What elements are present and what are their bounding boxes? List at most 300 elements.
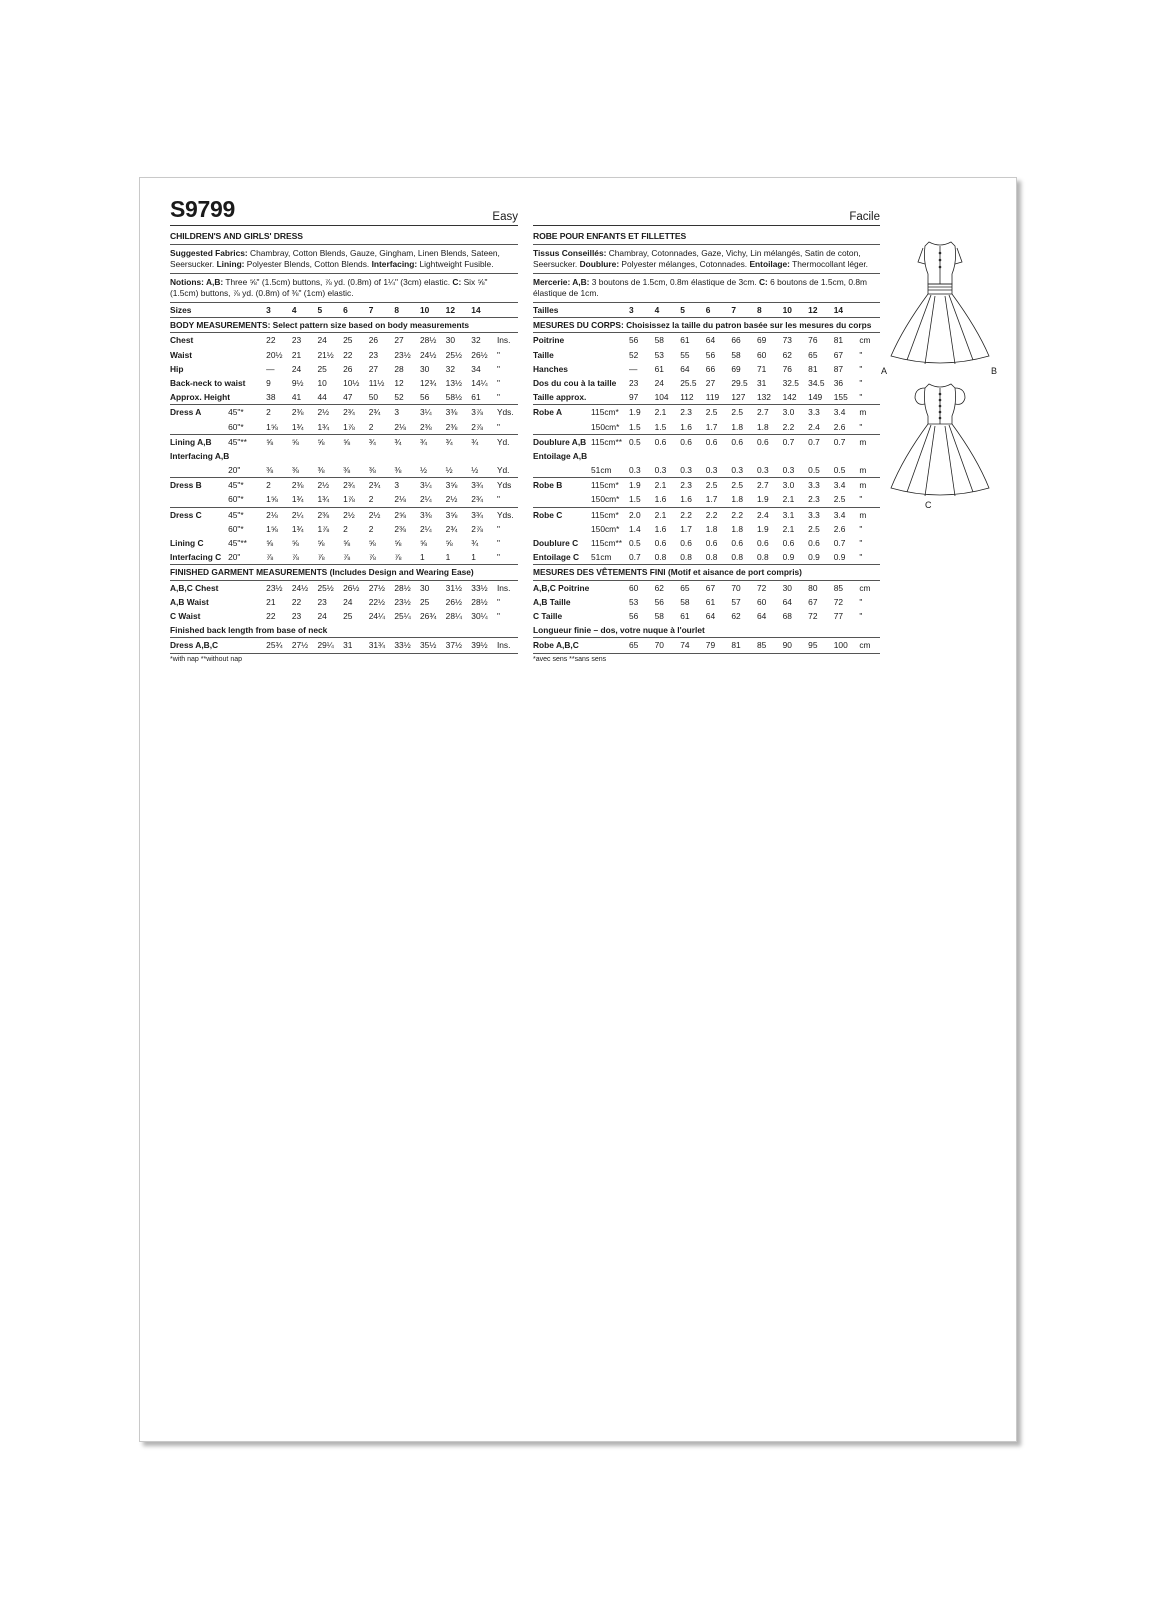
row-width: 60"*	[228, 494, 244, 505]
cell-unit: Yds.	[497, 405, 518, 420]
cell-value: 2¾	[343, 405, 369, 420]
cell-value: 3.3	[808, 507, 834, 522]
cell-value: 0.7	[834, 434, 860, 449]
cell-unit: "	[859, 421, 863, 432]
cell-value: 155	[833, 392, 848, 403]
yardage-row	[533, 463, 880, 478]
cell-value: 0.6	[757, 434, 783, 449]
cell-value: 3.4	[834, 478, 860, 493]
cell-value: 2.2	[782, 421, 795, 432]
cell-value: 3.0	[783, 478, 809, 493]
cell-value: 56	[629, 610, 639, 621]
row-label	[533, 420, 591, 435]
yardage-row	[533, 536, 880, 550]
cell-value: 2	[343, 523, 348, 534]
yardage-row	[533, 434, 880, 449]
cell-value: 2	[266, 405, 292, 420]
cell-value: 1.7	[680, 523, 692, 534]
cell-value: 58	[654, 335, 664, 346]
finished-row	[533, 595, 880, 609]
cell-value: 22½	[368, 596, 386, 607]
notions-c-label: C:	[452, 277, 462, 288]
interfacing-text: Thermocollant léger.	[789, 259, 869, 270]
cell-value: 1.6	[680, 494, 692, 505]
cell-value: 142	[782, 392, 797, 403]
cell-value: 28½	[394, 582, 411, 593]
row-label: Dress C	[170, 507, 228, 522]
cell-value: 2.2	[731, 507, 757, 522]
cell-value: 27½	[292, 638, 318, 653]
cell-value: 3.0	[783, 405, 809, 420]
row-label: Robe B	[533, 478, 591, 493]
cell-value: 41	[291, 392, 302, 403]
cell-unit: "	[859, 392, 863, 403]
cell-value: 2	[368, 494, 374, 505]
row-label	[170, 522, 228, 536]
cell-value: 44	[317, 392, 327, 403]
cell-unit: Ins.	[496, 335, 511, 346]
cell-value: 52	[629, 349, 639, 360]
cell-value: 0.3	[654, 465, 667, 476]
cell-value: 81	[833, 335, 844, 346]
cell-value: 65	[680, 582, 690, 593]
cell-value: 2¾	[369, 405, 395, 420]
cell-value: 56	[654, 596, 664, 607]
row-label: Robe C	[533, 507, 591, 522]
cell-value: 1.9	[756, 523, 769, 534]
cell-value: 0.6	[706, 434, 732, 449]
cell-value: 2⅞	[471, 421, 483, 432]
size-value: 4	[292, 303, 318, 318]
cell-value: 2¾	[471, 494, 483, 505]
cell-value: 2	[266, 478, 292, 493]
size-value: 10	[783, 303, 809, 318]
size-value: 3	[266, 303, 292, 318]
cell-value: 57	[731, 596, 741, 607]
cell-value: 68	[782, 610, 792, 621]
cell-value: 24	[317, 610, 327, 621]
cell-value: 33½	[394, 638, 420, 653]
yardage-row	[533, 449, 880, 463]
cell-value: 64	[782, 596, 792, 607]
cell-value: 0.8	[654, 552, 667, 563]
cell-value: ⅝	[343, 434, 369, 449]
cell-value: 95	[808, 638, 834, 653]
cell-value: 0.6	[705, 538, 718, 549]
cell-value: 26½	[343, 582, 360, 593]
row-width: 20"	[228, 552, 241, 563]
row-width: 150cm*	[591, 494, 620, 505]
cell-value: 2.0	[629, 507, 655, 522]
cell-value: 0.6	[731, 434, 757, 449]
row-label: A,B,C Chest	[170, 582, 219, 593]
cell-value: ⅝	[266, 434, 292, 449]
cell-unit: cm	[859, 638, 880, 653]
cell-value: 2.4	[757, 507, 783, 522]
cell-value: ⅜	[343, 465, 351, 476]
fabrics-paragraph	[170, 245, 518, 274]
pattern-sheet	[139, 177, 1017, 1442]
size-value: 3	[629, 303, 655, 318]
cell-value: 81	[808, 363, 818, 374]
row-label: Lining A,B	[170, 434, 228, 449]
cell-value: 132	[756, 392, 771, 403]
fabrics-text: Chambray, Cotton Blends, Gauze, Gingham, Linen Blends, Sateen, Seersucker.	[170, 248, 500, 270]
cell-value: 28¼	[445, 610, 462, 621]
row-width: 115cm**	[591, 434, 629, 449]
cell-value: ½	[420, 465, 428, 476]
cell-value: 1.9	[756, 494, 769, 505]
cell-value: 3.1	[783, 507, 809, 522]
row-label: Interfacing C	[170, 552, 222, 563]
cell-value: 10	[317, 377, 327, 388]
finished-section-title	[170, 565, 518, 580]
sizes-row	[533, 303, 880, 318]
yardage-row	[533, 420, 880, 435]
cell-value: 149	[808, 392, 823, 403]
cell-unit: "	[496, 377, 500, 388]
cell-value: 3⅝	[446, 507, 472, 522]
cell-value: 2¾	[445, 523, 458, 534]
cell-value: 2.5	[706, 478, 732, 493]
cell-value: 25½	[445, 349, 462, 360]
cell-unit: "	[859, 610, 863, 621]
cell-value: 1¾	[291, 421, 304, 432]
back-length-row	[533, 638, 880, 653]
cell-value: 65	[808, 349, 818, 360]
cell-unit: "	[859, 596, 863, 607]
cell-value: 2.1	[655, 478, 681, 493]
cell-value: 26½	[471, 349, 488, 360]
body-row	[533, 333, 880, 348]
cell-value: 58	[731, 349, 741, 360]
cell-value: 38	[266, 392, 276, 403]
cell-value: 80	[808, 582, 818, 593]
size-value: 10	[420, 303, 446, 318]
cell-value: 1⅞	[343, 494, 355, 505]
cell-value: 1.5	[629, 421, 641, 432]
cell-value: 39½	[471, 638, 497, 653]
cell-unit: "	[859, 494, 863, 505]
cell-value: 2.7	[757, 405, 783, 420]
row-label	[170, 492, 228, 507]
cell-value: 1.6	[654, 494, 667, 505]
cell-value: 50	[368, 392, 379, 403]
difficulty-level: Easy	[492, 211, 518, 224]
yardage-row	[533, 550, 880, 565]
notions-c-text: 6 boutons de 1.5cm, 0.8m élastique de 1cm.	[533, 277, 867, 299]
row-width: 60"*	[228, 523, 244, 534]
cell-value: 0.8	[756, 552, 769, 563]
view-b-label: B	[991, 366, 998, 376]
cell-value: 0.3	[680, 465, 692, 476]
cell-value: 31	[343, 638, 369, 653]
row-label: C Waist	[170, 610, 201, 621]
cell-value: 1	[445, 552, 451, 563]
lining-text: Polyester mélanges, Cotonnades.	[619, 259, 750, 270]
cell-value: 2.5	[731, 405, 757, 420]
cell-value: ⅞	[266, 552, 274, 563]
cell-value: 77	[833, 610, 844, 621]
cell-value: 2	[368, 421, 374, 432]
cell-value: 27	[368, 363, 379, 374]
cell-value: 3.4	[834, 507, 860, 522]
cell-value: 25	[317, 363, 327, 374]
cell-value: 73	[782, 335, 792, 346]
cell-value: 34	[471, 363, 481, 374]
row-width: 60"*	[228, 421, 244, 432]
cell-value: 2⅜	[445, 421, 458, 432]
row-width: 51cm	[591, 465, 612, 476]
notions-paragraph	[170, 274, 518, 303]
row-label: Robe A,B,C	[533, 638, 629, 653]
row-label: Hip	[170, 363, 184, 374]
cell-value: 53	[629, 596, 639, 607]
cell-value: ⅜	[266, 465, 274, 476]
cell-unit: "	[496, 538, 500, 549]
cell-unit: "	[859, 363, 863, 374]
cell-value: 0.6	[680, 538, 692, 549]
notions-label: Mercerie: A,B:	[533, 277, 590, 288]
sizes-row	[170, 303, 518, 318]
size-value: 14	[471, 303, 497, 318]
cell-value: 24	[343, 596, 353, 607]
body-row	[170, 333, 518, 348]
cell-value: 2¾	[343, 478, 369, 493]
cell-value: 30	[782, 582, 792, 593]
cell-value: 9½	[291, 377, 304, 388]
cell-unit: cm	[859, 582, 871, 593]
notions-text: Three ⅝" (1.5cm) buttons, ⅞ yd. (0.8m) of 1¼" (3cm) elastic.	[223, 277, 453, 288]
cell-value: 127	[731, 392, 746, 403]
cell-value: 61	[680, 610, 690, 621]
cell-value: 1⅞	[317, 523, 330, 534]
cell-value: 29¼	[317, 638, 343, 653]
cell-value: 0.7	[629, 552, 641, 563]
yardage-row	[170, 550, 518, 565]
fabrics-label: Tissus Conseillés:	[533, 248, 607, 259]
cell-value: 28	[394, 363, 404, 374]
cell-unit: "	[496, 596, 500, 607]
section-title: Finished back length from base of neck	[170, 623, 518, 638]
french-column	[533, 194, 880, 664]
cell-value: 3.4	[834, 405, 860, 420]
notions-paragraph	[533, 274, 880, 303]
row-width: 45"*	[228, 507, 266, 522]
finished-row	[170, 609, 518, 623]
row-label: Taille approx.	[533, 392, 587, 403]
cell-unit: "	[859, 552, 863, 563]
cell-unit: Yds.	[497, 507, 518, 522]
cell-value: 23½	[394, 596, 411, 607]
cell-value: 60	[756, 349, 767, 360]
cell-value: 2½	[317, 478, 343, 493]
cell-value: 104	[654, 392, 669, 403]
cell-value: 66	[731, 335, 741, 346]
yardage-row	[170, 536, 518, 550]
cell-value: 3¼	[420, 478, 446, 493]
cell-value: 0.7	[833, 538, 846, 549]
cell-unit: cm	[859, 335, 871, 346]
size-value: 5	[317, 303, 343, 318]
cell-value: 0.6	[731, 538, 744, 549]
cell-value: 52	[394, 392, 404, 403]
cell-value: 3⅞	[471, 405, 497, 420]
size-value: 5	[680, 303, 706, 318]
cell-unit: "	[496, 421, 500, 432]
measurements-table	[170, 303, 518, 654]
cell-value: 20½	[266, 349, 283, 360]
lining-label: Lining:	[216, 259, 245, 270]
cell-value: 0.9	[833, 552, 846, 563]
row-label: Doublure A,B	[533, 434, 591, 449]
row-width: 115cm**	[591, 538, 623, 549]
cell-value: 3⅜	[420, 507, 446, 522]
cell-value: 1.8	[731, 421, 744, 432]
row-label: Entoilage A,B	[533, 450, 588, 461]
yardage-row	[170, 449, 518, 463]
cell-value: 1⅞	[343, 421, 355, 432]
interfacing-label: Entoilage:	[749, 259, 790, 270]
cell-value: 26½	[445, 596, 462, 607]
cell-value: 0.6	[655, 434, 681, 449]
interfacing-text: Lightweight Fusible.	[417, 259, 494, 270]
row-label: Waist	[170, 349, 193, 360]
cell-unit: Yds	[497, 478, 518, 493]
cell-value: 2.3	[680, 478, 706, 493]
cell-value: 26	[368, 335, 379, 346]
cell-unit: "	[859, 349, 863, 360]
yardage-row	[170, 478, 518, 493]
cell-value: 2.3	[808, 494, 820, 505]
cell-value: 31½	[445, 582, 462, 593]
cell-value: 10½	[343, 377, 360, 388]
cell-value: 27	[705, 377, 716, 388]
cell-value: 33½	[471, 582, 488, 593]
cell-value: 2⅜	[394, 523, 407, 534]
cell-value: 74	[680, 638, 706, 653]
cell-value: 25¾	[266, 638, 292, 653]
cell-value: ⅝	[420, 538, 428, 549]
cell-value: 0.6	[808, 538, 820, 549]
cell-value: 2⅛	[394, 421, 407, 432]
cell-unit: "	[496, 552, 500, 563]
cell-unit: "	[496, 363, 500, 374]
body-row	[533, 348, 880, 362]
cell-unit: "	[496, 392, 500, 403]
cell-value: 25½	[317, 582, 334, 593]
cell-value: 0.8	[680, 552, 692, 563]
cell-value: 2.2	[680, 507, 706, 522]
cell-value: 30	[445, 335, 455, 346]
footnote: *with nap **without nap	[170, 655, 242, 663]
cell-value: 0.5	[629, 538, 641, 549]
cell-value: 12	[394, 377, 404, 388]
cell-unit: m	[859, 405, 880, 420]
cell-value: 24¼	[368, 610, 386, 621]
cell-value: —	[629, 363, 638, 374]
cell-value: 0.3	[705, 465, 718, 476]
cell-value: 56	[420, 392, 430, 403]
view-a-label: A	[881, 366, 888, 376]
cell-value: 21½	[317, 349, 334, 360]
row-label: C Taille	[533, 610, 563, 621]
cell-value: ½	[471, 465, 479, 476]
cell-value: 87	[833, 363, 844, 374]
dress-ab-drawing	[885, 238, 998, 518]
cell-value: 67	[705, 582, 716, 593]
header-en	[170, 194, 518, 226]
cell-value: 0.5	[808, 465, 820, 476]
cell-value: 23	[629, 377, 639, 388]
row-label: Chest	[170, 335, 194, 346]
row-width: 150cm*	[591, 523, 620, 534]
cell-value: 58½	[445, 392, 462, 403]
cell-value: 2½	[343, 507, 369, 522]
row-label: A,B Waist	[170, 596, 209, 607]
cell-value: 30¼	[471, 610, 488, 621]
cell-value: 28½	[420, 335, 437, 346]
cell-value: 2⅛	[394, 494, 407, 505]
cell-unit: Yd.	[496, 465, 510, 476]
cell-value: 22	[291, 596, 302, 607]
size-value: 6	[706, 303, 732, 318]
cell-value: 2⅞	[471, 523, 483, 534]
cell-value: 53	[654, 349, 664, 360]
row-label	[533, 492, 591, 507]
cell-unit: "	[496, 523, 500, 534]
row-label: Taille	[533, 349, 554, 360]
cell-value: 2¼	[292, 507, 318, 522]
cell-value: 76	[782, 363, 792, 374]
cell-value: ¾	[471, 434, 497, 449]
cell-value: 71	[756, 363, 767, 374]
cell-value: ⅜	[394, 465, 402, 476]
cell-value: 61	[654, 363, 664, 374]
cell-value: 69	[756, 335, 767, 346]
cell-value: 23½	[394, 349, 411, 360]
cell-value: ⅝	[445, 538, 453, 549]
row-width: 115cm*	[591, 478, 629, 493]
cell-value: 72	[833, 596, 844, 607]
cell-value: 3⅝	[446, 478, 472, 493]
cell-value: ⅞	[368, 552, 376, 563]
row-width: 45"**	[228, 538, 247, 549]
cell-value: 66	[705, 363, 716, 374]
row-label: A,B,C Poitrine	[533, 582, 590, 593]
cell-value: 0.6	[654, 538, 667, 549]
cell-value: 1.8	[756, 421, 769, 432]
cell-value: 61	[680, 335, 690, 346]
cell-value: 30	[420, 363, 430, 374]
notions-c-text: Six ⅝" (1.5cm) buttons, ⅞ yd. (0.8m) of ⅜" (1cm) elastic.	[170, 277, 488, 299]
cell-value: 70	[731, 582, 741, 593]
cell-value: 0.9	[782, 552, 795, 563]
cell-unit: "	[496, 610, 500, 621]
cell-value: 2.3	[680, 405, 706, 420]
measurements-table	[533, 303, 880, 654]
yardage-row	[170, 492, 518, 507]
size-value: 12	[808, 303, 834, 318]
row-label	[533, 463, 591, 478]
cell-value: 2¼	[420, 523, 432, 534]
yardage-row	[533, 405, 880, 420]
cell-value: 90	[783, 638, 809, 653]
body-row	[170, 376, 518, 390]
body-row	[533, 390, 880, 405]
row-label	[170, 463, 228, 478]
cell-value: 64	[756, 610, 767, 621]
